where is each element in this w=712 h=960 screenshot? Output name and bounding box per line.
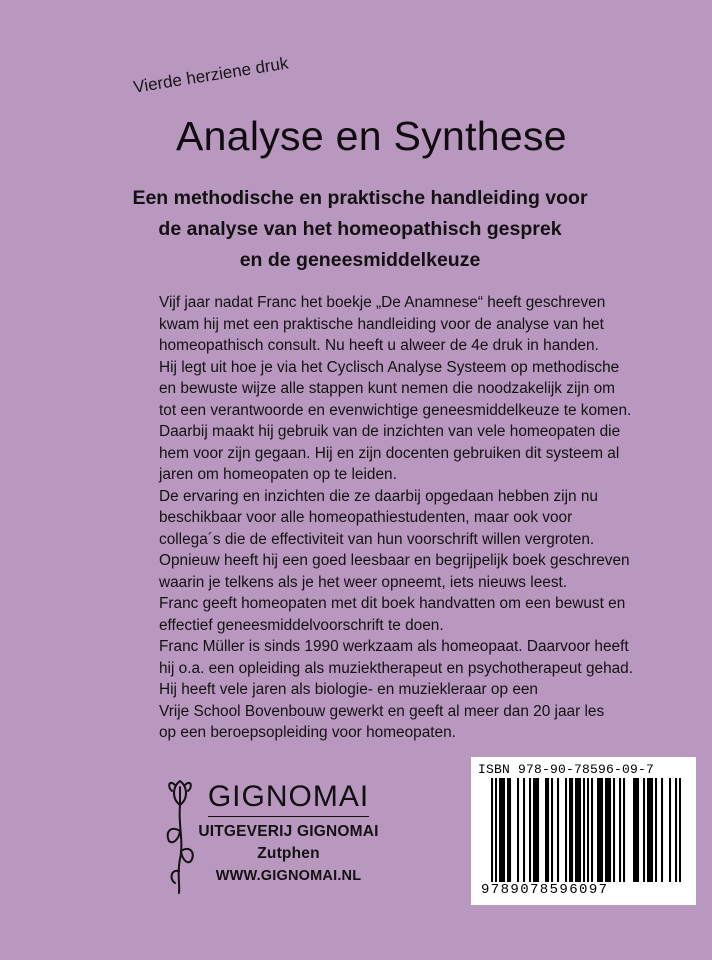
barcode-bar (545, 778, 547, 882)
barcode-bar (597, 778, 599, 882)
barcode-bar (643, 778, 645, 882)
blurb-line: jaren om homeopaten op te leiden. (159, 466, 397, 483)
subtitle (100, 183, 620, 276)
subtitle-line: de analyse van het homeopathisch gesprek (158, 218, 562, 240)
barcode-bar (499, 778, 501, 882)
barcode-bar (607, 778, 609, 882)
publisher-name: UITGEVERIJ GIGNOMAI (198, 823, 379, 840)
barcode-bar (501, 778, 503, 882)
blurb-line: collega´s die de effectiviteit van hun voorschrift willen vergroten. (159, 530, 595, 548)
barcode-bar (507, 778, 509, 882)
barcode-bar (637, 778, 639, 882)
barcode-bar (547, 778, 549, 882)
barcode-bar (565, 778, 567, 882)
barcode-digits: 9789078596097 (481, 882, 609, 898)
barcode-bar (651, 778, 653, 882)
blurb-line: Hij heeft vele jaren als biologie- en muziekleraar op een (159, 681, 538, 698)
barcode-bar (571, 778, 573, 882)
publisher-block (196, 780, 381, 887)
barcode-bar (537, 778, 539, 882)
publisher-city: Zutphen (257, 845, 320, 862)
blurb-text (159, 292, 699, 744)
barcode-bar (649, 778, 651, 882)
barcode-bar (613, 778, 615, 882)
barcode-bar (605, 778, 607, 882)
publisher-website: WWW.GIGNOMAI.NL (215, 868, 362, 884)
barcode-bar (633, 778, 635, 882)
barcode-bar (491, 778, 493, 882)
barcode-bar (619, 778, 621, 882)
barcode-bar (579, 778, 581, 882)
blurb-line: Franc geeft homeopaten met dit boek handvatten om een bewust en (159, 595, 626, 612)
barcode-bar (523, 778, 525, 882)
barcode-bar (569, 778, 571, 882)
blurb-line: kwam hij met een praktische handleiding voor de analyse van het (159, 315, 604, 333)
barcode-bar (509, 778, 511, 882)
blurb-line: en bewuste wijze alle stappen kunt nemen die noodzakelijk zijn om (159, 380, 616, 397)
barcode-bar (661, 778, 663, 882)
barcode-bar (669, 778, 671, 882)
barcode-bar (609, 778, 611, 882)
blurb-line: op een beroepsopleiding voor homeopaten. (159, 724, 456, 741)
blurb-line: beschikbaar voor alle homeopathiestudenten, maar ook voor (159, 509, 573, 526)
barcode-bar (647, 778, 649, 882)
barcode-bar (675, 778, 677, 882)
barcode-bar (679, 778, 681, 882)
isbn-label: ISBN 978-90-78596-09-7 (478, 762, 655, 777)
barcode-bar (575, 778, 577, 882)
barcode-bar (551, 778, 553, 882)
subtitle-line: en de geneesmiddelkeuze (239, 249, 481, 271)
blurb-line: Hij legt uit hoe je via het Cyclisch Analyse Systeem op methodische (159, 358, 620, 376)
barcode-bar (591, 778, 593, 882)
blurb-line: tot een verantwoorde en evenwichtige geneesmiddelkeuze te komen. (159, 401, 632, 419)
blurb-line: hem voor zijn gegaan. Hij en zijn docenten gebruiken dit systeem al (159, 444, 620, 462)
barcode-box (471, 757, 696, 905)
book-title: Analyse en Synthese (176, 113, 567, 159)
barcode-bar (533, 778, 535, 882)
blurb-line: homeopathisch consult. Nu heeft u alweer de 4e druk in handen. (159, 337, 599, 354)
blurb-line: Daarbij maakt hij gebruik van de inzichten van vele homeopaten die (159, 423, 621, 440)
barcode-bar (635, 778, 637, 882)
subtitle-line: Een methodische en praktische handleiding voor (132, 187, 588, 209)
blurb-line: Franc Müller is sinds 1990 werkzaam als homeopaat. Daarvoor heeft (159, 638, 629, 655)
blurb-line: Vrije School Bovenbouw gewerkt en geeft al meer dan 20 jaar les (159, 702, 605, 720)
barcode-bar (503, 778, 505, 882)
blurb-line: Vijf jaar nadat Franc het boekje „De Anamnese“ heeft geschreven (159, 294, 606, 311)
blurb-line: hij o.a. een opleiding als muziektherapeut en psychotherapeut gehad. (159, 659, 634, 677)
barcode-bar (587, 778, 589, 882)
edition-label: Vierde herziene druk (132, 53, 290, 97)
barcode-bar (655, 778, 657, 882)
barcode-bar (495, 778, 497, 882)
barcode-bar (577, 778, 579, 882)
barcode-bar (599, 778, 601, 882)
blurb-line: effectief geneesmiddelvoorschrift te doen. (159, 616, 444, 634)
barcode-bar (583, 778, 585, 882)
blurb-line: waarin je telkens als je het weer opneemt, iets nieuws leest. (159, 573, 568, 591)
barcode-bar (535, 778, 537, 882)
blurb-line: De ervaring en inzichten die ze daarbij opgedaan hebben zijn nu (159, 487, 598, 505)
barcode-bar (557, 778, 559, 882)
barcode-bar (517, 778, 519, 882)
barcode-bar (623, 778, 625, 882)
barcode-bar (601, 778, 603, 882)
publisher-brand: GIGNOMAI (208, 780, 369, 817)
barcode-icon (491, 778, 681, 882)
blurb-line: Opnieuw heeft hij een goed leesbaar en begrijpelijk boek geschreven (159, 552, 630, 569)
barcode-bar (529, 778, 531, 882)
